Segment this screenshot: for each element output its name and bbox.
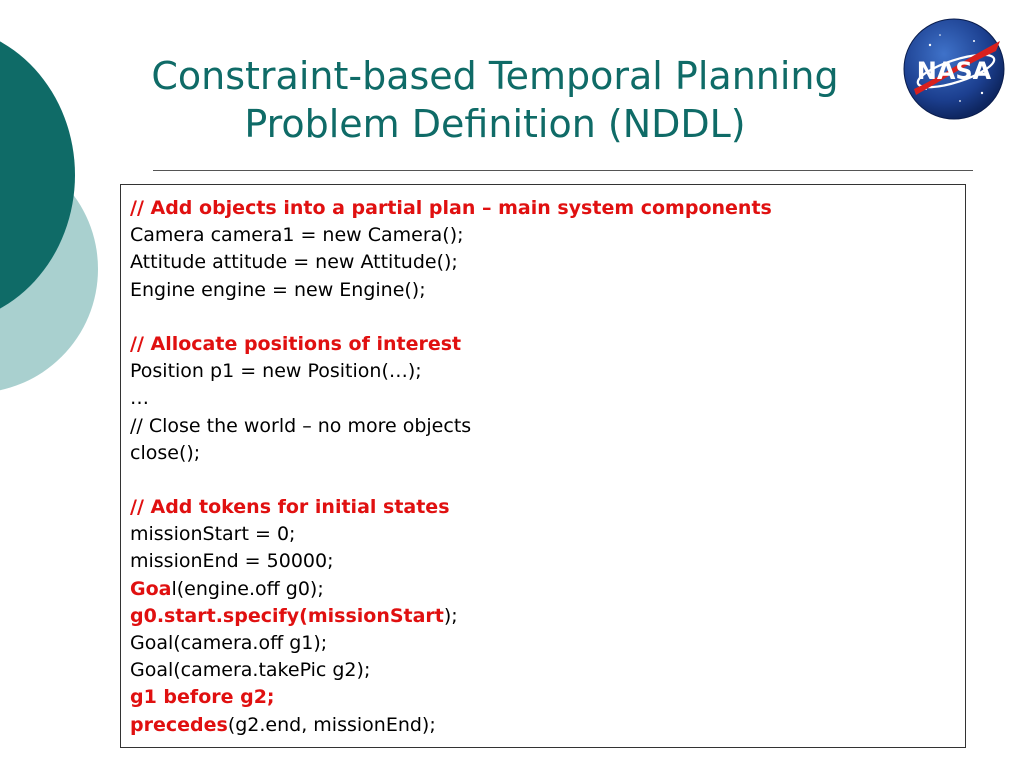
title-line-1: Constraint-based Temporal Planning: [151, 54, 839, 98]
title-line-2: Problem Definition (NDDL): [244, 102, 746, 146]
code-block: [120, 184, 966, 748]
code-line-close: close();: [130, 441, 201, 464]
nasa-logo-icon: [900, 15, 1008, 123]
code-keyword-precedes: precedes: [130, 713, 228, 736]
code-goal-engine-args: l(engine.off g0);: [171, 577, 324, 600]
code-specify-rest: );: [443, 604, 458, 627]
code-line-mission-start: missionStart = 0;: [130, 523, 296, 546]
title-divider: [153, 170, 973, 171]
code-blank-line: [130, 467, 956, 494]
code-line-position: Position p1 = new Position(…);: [130, 360, 422, 383]
code-line-goal-engine: [130, 576, 956, 603]
code-blank-line: [130, 304, 956, 331]
code-line-goal-camera-off: Goal(camera.off g1);: [130, 632, 328, 654]
slide-title: [120, 52, 870, 148]
code-line-before: g1 before g2;: [130, 686, 275, 709]
code-line-precedes: [130, 712, 956, 739]
code-comment-tokens: // Add tokens for initial states: [130, 496, 450, 519]
code-line-ellipsis: …: [130, 387, 149, 410]
code-line-mission-end: missionEnd = 50000;: [130, 550, 334, 573]
code-line-goal-take-pic: Goal(camera.takePic g2);: [130, 659, 371, 682]
nasa-logo-text: NASA: [916, 57, 992, 85]
code-keyword-goal: Goa: [130, 577, 172, 600]
code-precedes-args: (g2.end, missionEnd);: [227, 713, 436, 736]
code-line-camera: Camera camera1 = new Camera();: [130, 224, 464, 247]
code-line-attitude: Attitude attitude = new Attitude();: [130, 251, 458, 274]
code-line-specify: [130, 603, 956, 630]
code-line-engine: Engine engine = new Engine();: [130, 278, 426, 301]
code-comment-positions: // Allocate positions of interest: [130, 332, 462, 355]
code-line-close-comment: // Close the world – no more objects: [130, 414, 472, 437]
code-keyword-specify: g0.start.specify(missionStart: [130, 604, 444, 627]
code-comment-objects: // Add objects into a partial plan – main system components: [130, 197, 772, 219]
